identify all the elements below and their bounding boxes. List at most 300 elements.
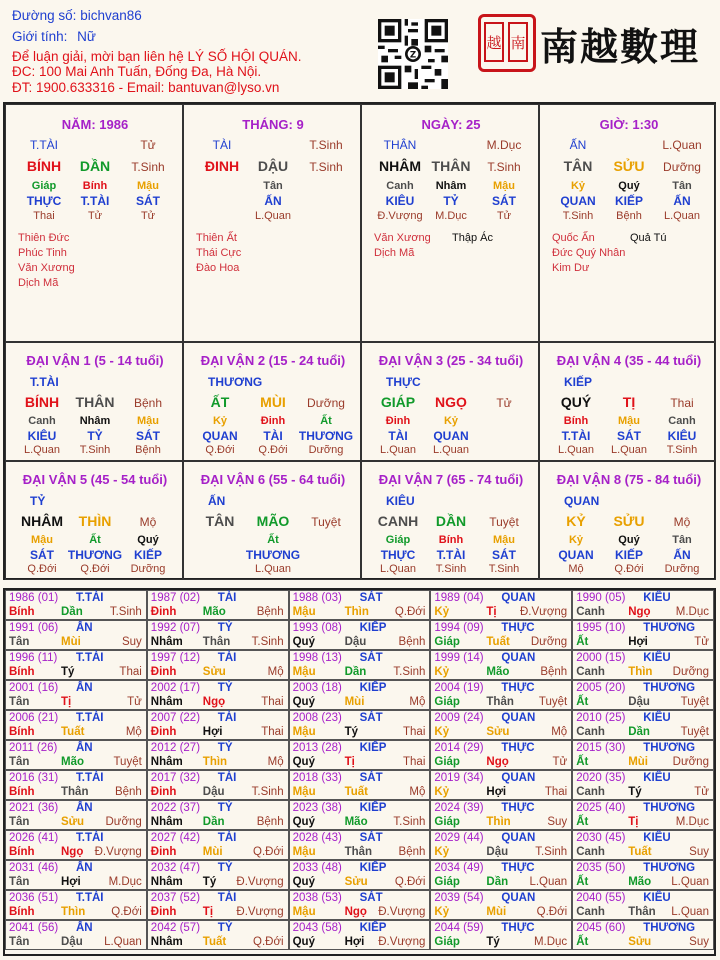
- year-phase: Đ.Vượng: [236, 876, 284, 888]
- year-branch: Ngọ: [344, 906, 367, 918]
- year-god: ẤN: [76, 862, 93, 874]
- star-label: Dịch Mã: [374, 247, 415, 259]
- year-label: 1988 (03): [292, 592, 342, 604]
- year-cell: [572, 920, 714, 950]
- year-cell: [430, 710, 572, 740]
- dai-van-branch: SỬU: [613, 513, 645, 529]
- year-stem: Tân: [9, 636, 30, 648]
- year-phase: Thai: [403, 726, 426, 738]
- year-branch: Mão: [344, 816, 368, 828]
- dai-van-6: [183, 461, 361, 580]
- year-branch: Dần: [344, 666, 367, 678]
- year-cell: [289, 620, 431, 650]
- star-label: Thiên Ất: [196, 232, 237, 244]
- year-god: KIẾP: [359, 862, 387, 874]
- year-branch: Ngọ: [202, 696, 226, 708]
- year-branch: Tuất: [628, 846, 652, 858]
- hidden-phase: T.Sinh: [562, 210, 594, 222]
- dai-van-branch: NGỌ: [435, 394, 467, 410]
- year-stem: Ất: [576, 636, 589, 648]
- dai-van-hidden-stem: Mậu: [618, 415, 640, 427]
- year-god: SÁT: [359, 712, 383, 724]
- dai-van-hidden-stem: Ất: [89, 534, 101, 546]
- year-stem: Canh: [576, 666, 605, 678]
- year-god: THƯƠNG: [643, 742, 696, 754]
- year-god: SÁT: [359, 772, 383, 784]
- year-branch: Sửu: [61, 816, 85, 828]
- dai-van-phase: Mộ: [139, 515, 157, 529]
- dai-van-hidden-god: T.TÀI: [561, 429, 591, 443]
- hidden-god: SÁT: [136, 194, 160, 208]
- year-stem: Canh: [576, 606, 605, 618]
- year-label: 2016 (31): [9, 772, 59, 784]
- year-cell: [430, 800, 572, 830]
- dai-van-branch: THÌN: [78, 513, 112, 529]
- dai-van-3: [361, 342, 539, 461]
- year-label: 2011 (26): [9, 742, 58, 754]
- year-phase: Tuyệt: [113, 756, 142, 768]
- year-cell: [572, 830, 714, 860]
- year-phase: Bệnh: [256, 606, 284, 618]
- year-branch: Thân: [486, 696, 514, 708]
- year-cell: [5, 680, 147, 710]
- year-cell: [430, 680, 572, 710]
- year-label: 2013 (28): [292, 742, 342, 754]
- earthly-branch: SỬU: [613, 158, 645, 174]
- pillar-top-label: T.Sinh: [309, 138, 343, 152]
- year-label: 2010 (25): [576, 712, 626, 724]
- pillar-title: NGÀY: 25: [421, 117, 481, 132]
- year-label: 2003 (18): [292, 682, 342, 694]
- year-label: 2007 (22): [150, 712, 201, 724]
- year-phase: Thai: [261, 696, 284, 708]
- dai-van-branch: MÃO: [256, 513, 290, 529]
- dai-van-hidden-phase: L.Quan: [557, 444, 595, 456]
- year-phase: Dưỡng: [105, 816, 142, 828]
- year-label: 2021 (36): [9, 802, 59, 814]
- year-branch: Dậu: [202, 786, 225, 798]
- red-seal-stamp: [478, 14, 536, 72]
- dai-van-god: THỰC: [386, 375, 421, 389]
- growth-phase: T.Sinh: [309, 160, 343, 174]
- year-phase: M.Dục: [108, 876, 142, 888]
- brand-logo-text: 南越數理: [540, 24, 701, 69]
- dai-van-hidden-god: T.TÀI: [436, 548, 466, 562]
- dai-van-stem: NHÂM: [21, 513, 63, 529]
- year-god: THƯƠNG: [643, 922, 696, 934]
- dai-van-branch: THÂN: [75, 394, 115, 410]
- dai-van-hidden-phase: Q.Đới: [205, 444, 235, 456]
- year-branch: Mùi: [486, 906, 507, 918]
- year-stem: Tân: [9, 696, 30, 708]
- star-label: Đào Hoa: [196, 262, 240, 274]
- year-branch: Thìn: [486, 816, 511, 828]
- dai-van-hidden-god: KIÊU: [667, 429, 697, 443]
- year-stem: Bính: [9, 906, 35, 918]
- year-branch: Tuất: [202, 936, 227, 948]
- pillar-title: GIỜ: 1:30: [599, 117, 659, 132]
- year-branch: Ngọ: [486, 756, 509, 768]
- year-branch: Dậu: [61, 936, 83, 948]
- year-branch: Mão: [61, 756, 84, 768]
- year-stem: Giáp: [434, 696, 460, 708]
- year-god: THỰC: [501, 682, 535, 694]
- year-phase: Đ.Vượng: [236, 906, 284, 918]
- dai-van-hidden-stem: Canh: [28, 415, 56, 427]
- year-label: 1995 (10): [576, 622, 626, 634]
- dai-van-hidden-phase: Dưỡng: [130, 563, 166, 575]
- dai-van-hidden-phase: Q.Đới: [27, 563, 57, 575]
- dai-van-hidden-god: THƯƠNG: [298, 429, 354, 443]
- year-cell: [289, 830, 431, 860]
- seal-pattern-icon: [481, 17, 533, 69]
- year-cell: [5, 920, 147, 950]
- pillar-top-label: L.Quan: [662, 138, 702, 152]
- year-god: TÀI: [217, 592, 237, 604]
- dai-van-5: [5, 461, 183, 580]
- year-stem: Ất: [576, 816, 589, 828]
- year-god: QUAN: [501, 652, 536, 664]
- year-branch: Sửu: [344, 876, 368, 888]
- dai-van-phase: Thai: [670, 396, 694, 410]
- year-branch: Tý: [61, 666, 75, 678]
- year-label: 2006 (21): [9, 712, 59, 724]
- year-stem: Giáp: [434, 936, 460, 948]
- year-label: 2018 (33): [292, 772, 342, 784]
- dai-van-title: ĐẠI VẬN 4 (35 - 44 tuổi): [556, 353, 702, 368]
- year-cell: [147, 620, 289, 650]
- dai-van-phase: Tử: [496, 396, 512, 410]
- pillar-title: NĂM: 1986: [61, 117, 129, 132]
- year-phase: M.Dục: [533, 936, 568, 948]
- year-god: TỶ: [217, 682, 233, 694]
- year-stem: Quý: [292, 636, 315, 648]
- address-line: ĐC: 100 Mai Anh Tuấn, Đống Đa, Hà Nội.: [12, 64, 262, 79]
- year-god: ẤN: [76, 802, 93, 814]
- year-phase: L.Quan: [529, 876, 568, 888]
- year-phase: Tử: [694, 636, 709, 648]
- year-cell: [147, 590, 289, 620]
- dai-van-god: T.TÀI: [30, 375, 59, 389]
- year-stem: Kỷ: [434, 786, 450, 798]
- year-god: QUAN: [501, 712, 536, 724]
- hidden-stem: Quý: [618, 180, 640, 192]
- heavenly-stem: TÂN: [563, 158, 593, 174]
- year-cell: [430, 650, 572, 680]
- year-cell: [572, 770, 714, 800]
- year-god: TÀI: [217, 892, 237, 904]
- year-god: THƯƠNG: [643, 622, 696, 634]
- hidden-phase: L.Quan: [254, 210, 292, 222]
- year-god: ẤN: [76, 622, 93, 634]
- hidden-phase: L.Quan: [663, 210, 701, 222]
- year-stem: Nhâm: [150, 756, 183, 768]
- year-phase: Bệnh: [398, 846, 426, 858]
- year-branch: Thân: [61, 786, 89, 798]
- year-stem: Nhâm: [150, 696, 183, 708]
- year-cell: [147, 770, 289, 800]
- year-stem: Mậu: [292, 606, 316, 618]
- year-god: ẤN: [76, 742, 93, 754]
- star-label: Thập Ác: [452, 232, 493, 244]
- pillar-title: THÁNG: 9: [242, 117, 304, 132]
- year-cell: [430, 590, 572, 620]
- year-phase: Mộ: [267, 756, 284, 768]
- dai-van-hidden-stem: Bính: [563, 415, 589, 427]
- year-branch: Dần: [486, 876, 509, 888]
- pillar-top-label: ẤN: [569, 138, 587, 152]
- year-phase: Tuyệt: [680, 696, 709, 708]
- year-god: THƯƠNG: [643, 802, 696, 814]
- year-phase: Đ.Vượng: [378, 936, 426, 948]
- year-stem: Nhâm: [150, 876, 183, 888]
- year-god: THƯƠNG: [643, 862, 696, 874]
- year-phase: Suy: [121, 636, 142, 648]
- hidden-stem: Nhâm: [435, 180, 467, 192]
- year-branch: Ngọ: [628, 606, 651, 618]
- year-branch: Mão: [202, 606, 226, 618]
- star-label: Kim Dư: [552, 262, 590, 274]
- dai-van-hidden-stem: Ất: [267, 534, 279, 546]
- year-phase: Bệnh: [398, 636, 426, 648]
- year-cell: [289, 710, 431, 740]
- year-stem: Canh: [576, 846, 605, 858]
- dai-van-title: ĐẠI VẬN 6 (55 - 64 tuổi): [200, 472, 346, 487]
- dai-van-title: ĐẠI VẬN 7 (65 - 74 tuổi): [378, 472, 524, 487]
- year-phase: T.Sinh: [535, 846, 568, 858]
- year-label: 2033 (48): [292, 862, 342, 874]
- star-label: Phúc Tinh: [18, 247, 67, 259]
- year-phase: M.Dục: [675, 606, 709, 618]
- year-phase: Đ.Vượng: [378, 906, 426, 918]
- year-stem: Ất: [576, 756, 589, 768]
- dai-van-stem: KỶ: [566, 513, 586, 529]
- year-god: TỶ: [217, 622, 233, 634]
- dai-van-title: ĐẠI VẬN 8 (75 - 84 tuổi): [556, 472, 702, 487]
- dai-van-hidden-god: KIÊU: [27, 429, 57, 443]
- year-cell: [289, 740, 431, 770]
- earthly-branch: DẬU: [257, 158, 289, 174]
- year-god: KIẾP: [359, 742, 387, 754]
- gender-line: [12, 29, 96, 44]
- dai-van-hidden-god: TÀI: [388, 429, 408, 443]
- pillar-top-label: TÀI: [212, 138, 232, 152]
- year-phase: Tuyệt: [538, 696, 568, 708]
- dai-van-hidden-stem: Giáp: [385, 534, 411, 546]
- year-stem: Đinh: [150, 606, 177, 618]
- year-label: 2005 (20): [576, 682, 626, 694]
- year-label: 2022 (37): [150, 802, 201, 814]
- year-cell: [5, 620, 147, 650]
- year-cell: [430, 920, 572, 950]
- dai-van-hidden-god: QUAN: [433, 429, 469, 443]
- year-cell: [289, 650, 431, 680]
- year-phase: Bệnh: [114, 786, 142, 798]
- year-stem: Mậu: [292, 786, 316, 798]
- year-label: 2030 (45): [576, 832, 626, 844]
- hidden-phase: Tử: [87, 210, 103, 222]
- year-label: 2025 (40): [576, 802, 626, 814]
- year-stem: Tân: [9, 876, 30, 888]
- dai-van-hidden-phase: T.Sinh: [435, 563, 467, 575]
- year-branch: Hợi: [344, 936, 365, 948]
- year-stem: Bính: [9, 666, 35, 678]
- year-branch: Mùi: [628, 756, 648, 768]
- year-phase: Dưỡng: [672, 666, 709, 678]
- dai-van-hidden-stem: Kỷ: [568, 534, 584, 546]
- year-label: 2045 (60): [576, 922, 626, 934]
- dai-van-hidden-stem: Kỷ: [212, 415, 228, 427]
- yearly-luck-table: [3, 588, 716, 956]
- year-phase: Q.Đới: [394, 876, 426, 888]
- dai-van-8: [539, 461, 716, 580]
- year-label: 2000 (15): [576, 652, 626, 664]
- year-god: THỰC: [501, 862, 535, 874]
- year-cell: [289, 920, 431, 950]
- dai-van-hidden-god: QUAN: [558, 548, 594, 562]
- year-cell: [147, 740, 289, 770]
- year-stem: Giáp: [434, 816, 460, 828]
- dai-van-hidden-phase: L.Quan: [610, 444, 648, 456]
- year-cell: [572, 680, 714, 710]
- dai-van-hidden-stem: Mậu: [31, 534, 53, 546]
- year-stem: Ất: [576, 696, 589, 708]
- dai-van-4: [539, 342, 716, 461]
- hidden-stem: Mậu: [137, 180, 159, 192]
- year-label: 2031 (46): [9, 862, 59, 874]
- dai-van-hidden-god: THƯƠNG: [245, 548, 301, 562]
- year-phase: T.Sinh: [109, 606, 142, 618]
- year-stem: Đinh: [150, 846, 177, 858]
- svg-text:越: 越: [486, 34, 502, 52]
- hidden-phase: Tử: [496, 210, 512, 222]
- year-branch: Mùi: [202, 846, 223, 858]
- star-label: Văn Xương: [374, 232, 431, 244]
- hidden-phase: Bệnh: [616, 210, 642, 222]
- year-god: THỰC: [501, 802, 535, 814]
- pillar-4: [539, 104, 716, 342]
- year-label: 2032 (47): [150, 862, 201, 874]
- header: [0, 0, 720, 100]
- year-stem: Quý: [292, 876, 315, 888]
- dai-van-hidden-god: SÁT: [136, 429, 160, 443]
- year-branch: Dần: [202, 816, 225, 828]
- dai-van-title: ĐẠI VẬN 1 (5 - 14 tuổi): [26, 353, 164, 368]
- year-branch: Tị: [61, 696, 72, 708]
- dai-van-hidden-stem: Quý: [137, 534, 159, 546]
- year-branch: Tý: [202, 876, 217, 888]
- dai-van-god: KIÊU: [386, 494, 415, 508]
- year-phase: L.Quan: [104, 936, 142, 948]
- year-label: 2039 (54): [434, 892, 484, 904]
- year-label: 2037 (52): [150, 892, 201, 904]
- year-branch: Tị: [202, 906, 214, 918]
- year-stem: Đinh: [150, 726, 177, 738]
- year-phase: Q.Đới: [111, 906, 142, 918]
- year-branch: Mão: [628, 876, 652, 888]
- year-phase: Q.Đới: [536, 906, 568, 918]
- earthly-branch: THÂN: [431, 158, 471, 174]
- year-stem: Tân: [9, 816, 30, 828]
- gender-value: Nữ: [77, 29, 96, 44]
- year-phase: M.Dục: [675, 816, 709, 828]
- dai-van-hidden-phase: Q.Đới: [258, 444, 288, 456]
- dai-van-hidden-phase: T.Sinh: [666, 444, 698, 456]
- year-cell: [572, 650, 714, 680]
- year-label: 2035 (50): [576, 862, 626, 874]
- dai-van-hidden-stem: Tân: [672, 534, 692, 546]
- year-stem: Nhâm: [150, 936, 183, 948]
- year-label: 2034 (49): [434, 862, 484, 874]
- star-label: Thiên Đức: [18, 232, 70, 244]
- year-god: KIÊU: [643, 772, 671, 784]
- gender-label: Giới tính:: [12, 29, 68, 44]
- hidden-phase: Tử: [140, 210, 156, 222]
- year-label: 2036 (51): [9, 892, 59, 904]
- year-stem: Canh: [576, 726, 605, 738]
- year-stem: Đinh: [150, 906, 177, 918]
- year-label: 2002 (17): [150, 682, 201, 694]
- qr-code-icon: [378, 19, 448, 89]
- growth-phase: Dưỡng: [663, 160, 701, 174]
- year-branch: Ngọ: [61, 846, 84, 858]
- dai-van-god: ẤN: [208, 494, 226, 508]
- year-label: 1998 (13): [292, 652, 342, 664]
- year-god: TỶ: [217, 742, 233, 754]
- year-label: 2038 (53): [292, 892, 342, 904]
- contact-line: Để luận giải, mời bạn liên hệ LÝ SỐ HỘI QUÁN.: [12, 49, 302, 64]
- year-cell: [289, 680, 431, 710]
- year-stem: Canh: [576, 906, 605, 918]
- year-god: T.TÀI: [76, 832, 104, 844]
- year-stem: Giáp: [434, 636, 460, 648]
- year-label: 2029 (44): [434, 832, 484, 844]
- heavenly-stem: BÍNH: [26, 158, 62, 174]
- year-label: 2019 (34): [434, 772, 484, 784]
- year-phase: Mộ: [409, 696, 426, 708]
- year-stem: Tân: [9, 936, 30, 948]
- year-god: QUAN: [501, 832, 536, 844]
- year-cell: [430, 740, 572, 770]
- year-stem: Kỷ: [434, 726, 450, 738]
- heavenly-stem: NHÂM: [379, 158, 421, 174]
- hidden-god: TỶ: [443, 194, 459, 208]
- year-god: TÀI: [217, 652, 237, 664]
- year-phase: T.Sinh: [251, 636, 284, 648]
- year-cell: [430, 890, 572, 920]
- year-cell: [430, 860, 572, 890]
- dai-van-phase: Dưỡng: [307, 396, 345, 410]
- year-stem: Nhâm: [150, 636, 183, 648]
- year-god: KIÊU: [643, 652, 671, 664]
- dai-van-title: ĐẠI VẬN 3 (25 - 34 tuổi): [378, 353, 524, 368]
- year-god: ẤN: [76, 922, 93, 934]
- year-cell: [5, 740, 147, 770]
- hidden-phase: M.Dục: [435, 210, 467, 222]
- dai-van-hidden-god: ẤN: [673, 548, 691, 562]
- year-label: 2001 (16): [9, 682, 59, 694]
- star-label: Dịch Mã: [18, 277, 59, 289]
- year-phase: Q.Đới: [253, 846, 284, 858]
- year-label: 2043 (58): [292, 922, 342, 934]
- year-stem: Quý: [292, 756, 315, 768]
- year-god: QUAN: [501, 772, 536, 784]
- dai-van-hidden-stem: Đinh: [260, 415, 286, 427]
- star-label: Văn Xương: [18, 262, 75, 274]
- year-cell: [5, 650, 147, 680]
- dai-van-hidden-god: TÀI: [263, 429, 283, 443]
- dai-van-1: [5, 342, 183, 461]
